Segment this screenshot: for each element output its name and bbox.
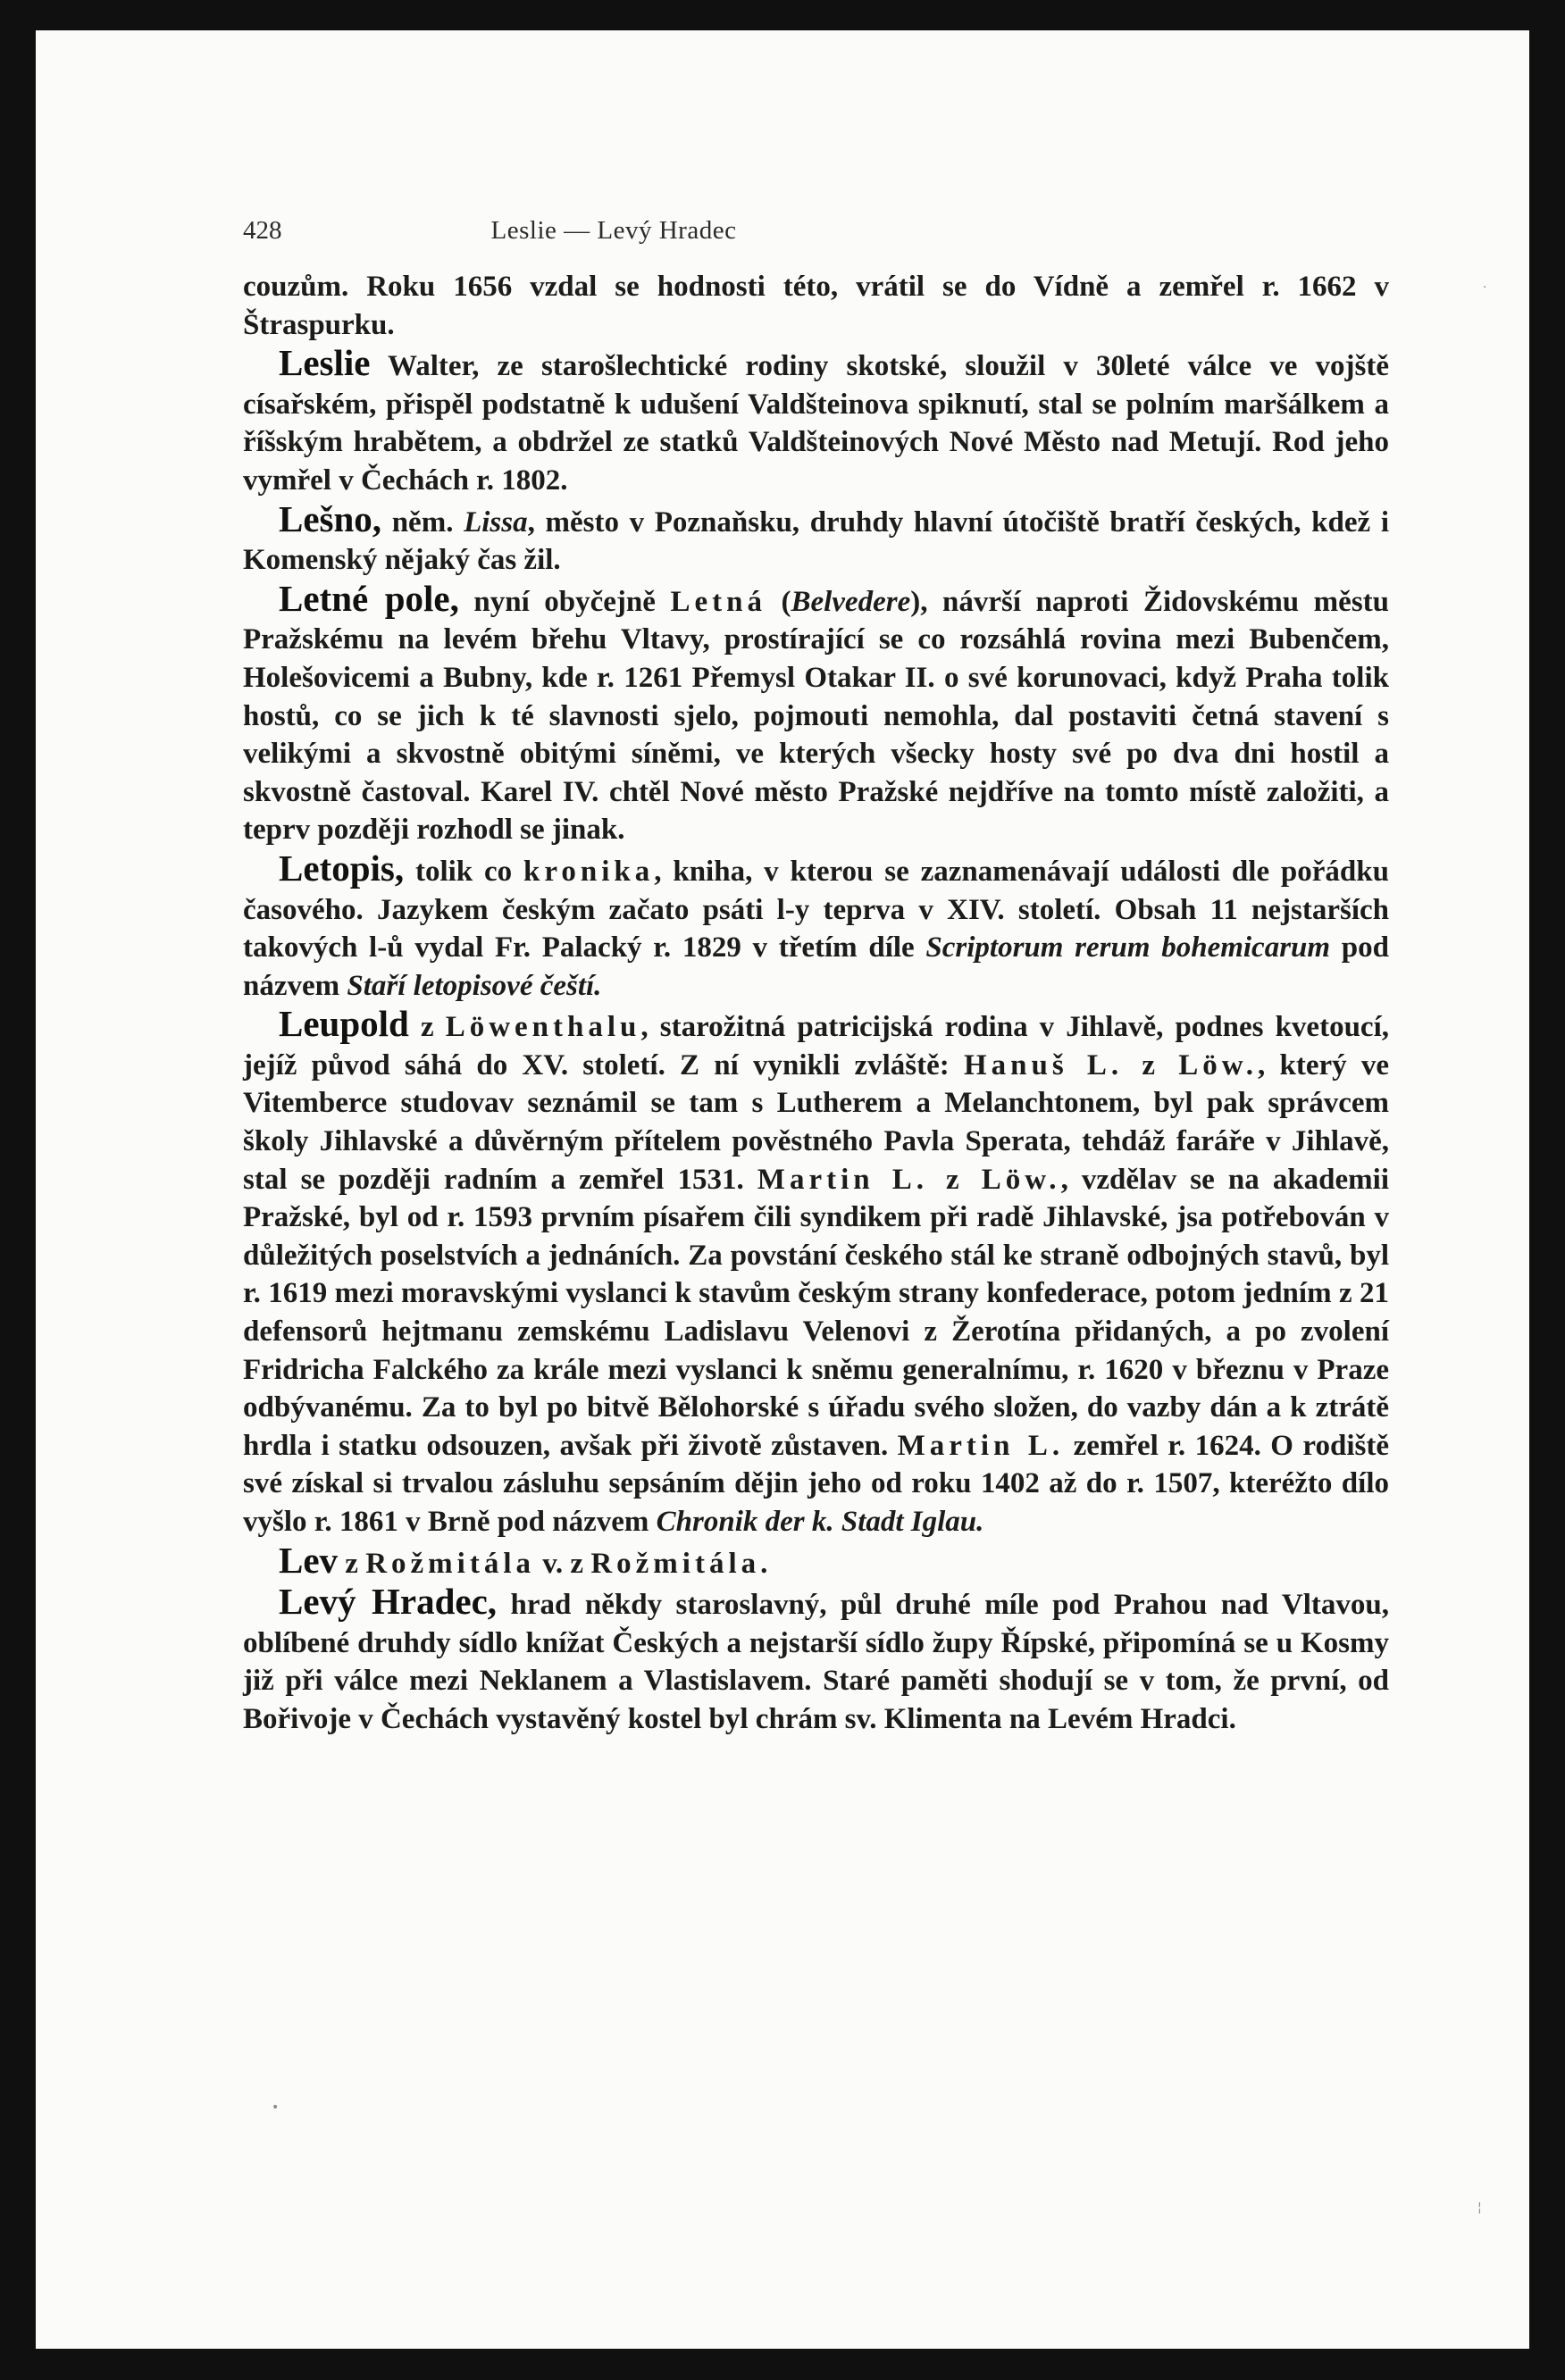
entry-text: , který ve Vitemberce studovav seznámil se tam s Lutherem a Melanchtonem, byl pak správcem školy Jihlavské a důvěrným přítelem pověstného Pavla Sperata, tehdáž faráře v Jihlavě, stal se později radním a zemřel 1531.	[243, 1048, 1389, 1196]
entry-text: nyní obyčejně	[458, 585, 671, 618]
book-page	[36, 30, 1529, 2349]
entry-spaced: Letná	[670, 585, 766, 618]
entry-spaced: Martin L.	[897, 1429, 1065, 1462]
entry-headword: Levý Hradec,	[279, 1581, 498, 1623]
entry-text: ), návrší naproti Židovskému městu Pražskému na levém břehu Vltavy, prostírající se co rozsáhlá rovina mezi Bubenčem, Holešovicemi a Bubny, kde r. 1261 Přemysl Otakar II. o své korunovaci, když Praha tolik hostů, co se jich k té slavnosti sjelo, pojmouti nemohla, dal postaviti četná stavení s velikými a skvostně obitými síněmi, ve kterých všecky hosty své po dva dni hostil a skvostně častoval. Karel IV. chtěl Nové město Pražské nejdříve na tomto místě založiti, a teprv později rozhodl se jinak.	[243, 585, 1389, 847]
entry-text: , kniha, v kterou se zaznamenávají události dle pořádku časového. Jazykem českým začato psáti l-y teprva v XIV. století. Obsah 11 nejstarších takových l-ů vydal Fr. Palacký r. 1829 v třetím díle	[243, 855, 1389, 965]
entry-text: pod názvem	[243, 931, 1389, 1002]
entry-leupold	[243, 1005, 1389, 1541]
entry-levy-hradec	[243, 1582, 1389, 1738]
entry-text: zemřel r. 1624. O rodiště své získal si trvalou zásluhu sepsáním dějin jeho od roku 1402 až do r. 1507, kteréžto dílo vyšlo r. 1861 v Brně pod názvem	[243, 1429, 1389, 1538]
entry-spaced: Löwenthalu	[445, 1011, 641, 1044]
entry-text: .	[760, 1547, 768, 1580]
entry-headword: Lešno,	[279, 497, 382, 539]
entry-spaced: Martin L. z Löw.	[757, 1163, 1061, 1196]
entry-italic: Lissa	[464, 505, 528, 539]
entry-spaced: Rožmitála	[590, 1547, 761, 1580]
entry-headword: Leupold	[279, 1003, 409, 1045]
running-title: Leslie — Levý Hradec	[490, 216, 737, 245]
entry-text: tolik co	[404, 855, 523, 888]
entry-headword: Leslie	[279, 342, 371, 384]
entry-italic: Scriptorum rerum bohemicarum	[925, 931, 1331, 965]
entry-lesno	[243, 497, 1389, 580]
entry-text: v. z	[535, 1547, 591, 1580]
entry-headword: Letopis,	[279, 847, 405, 889]
scan-speck: ¦	[1477, 2200, 1482, 2215]
entry-letopis	[243, 849, 1389, 1005]
entry-leslie	[243, 344, 1389, 499]
entry-text: , starožitná patricijská rodina v Jihlavě, podnes kvetoucí, jejíž původ sáhá do XV. století. Z ní vynikli zvláště:	[243, 1011, 1389, 1081]
page-number: 428	[243, 216, 282, 245]
entry-text: , město v Poznaňsku, druhdy hlavní útočiště bratří českých, kdež i Komenský nějaký čas žil.	[243, 505, 1389, 577]
entry-lev	[243, 1541, 1389, 1583]
entry-text: něm.	[381, 505, 464, 539]
scan-speck: ·	[1483, 280, 1487, 295]
entry-text: Walter, ze starošlechtické rodiny skotské, sloužil v 30leté válce ve vojště císařském, přispěl podstatně k udušení Valdšteinova spiknutí, stal se polním maršálkem a říšským hrabětem, a obdržel ze statků Valdšteinových Nové Město nad Metují. Rod jeho vymřel v Čechách r. 1802.	[243, 350, 1389, 497]
entry-headword: Letné pole,	[279, 577, 459, 619]
entry-spaced: kronika	[523, 855, 655, 888]
page-body	[243, 268, 1389, 1739]
entry-italic: Staří letopisové čeští.	[347, 969, 602, 1002]
entry-text: z	[338, 1547, 366, 1580]
entry-continuation	[243, 268, 1389, 344]
entry-text: (	[766, 585, 791, 618]
entry-text: , vzdělav se na akademii Pražské, byl od r. 1593 prvním písařem čili syndikem při radě Jihlavské, jsa potřebován v důležitých poselstvích a jednáních. Za povstání českého stál ke straně odbojných stavů, byl r. 1619 mezi moravskými vyslanci k stavům českým strany konfederace, potom jedním z 21 defensorů hejtmanu zemskému Ladislavu Velenovi z Žerotína přidaných, a po zvolení Fridricha Falckého za krále mezi vyslanci k sněmu generalnímu, r. 1620 v březnu v Praze odbývanému. Za to byl po bitvě Bělohorské s úřadu svého složen, do vazby dán a k ztrátě hrdla i statku odsouzen, avšak při životě zůstaven.	[243, 1163, 1390, 1462]
entry-spaced: Hanuš L. z Löw.	[963, 1048, 1259, 1081]
entry-italic: Chronik der k. Stadt Iglau.	[656, 1506, 984, 1538]
scan-speck: •	[272, 2100, 280, 2115]
entry-text: hrad někdy staroslavný, půl druhé míle pod Prahou nad Vltavou, oblíbené druhdy sídlo knížat Českých a nejstarší sídlo župy Řípské, připomíná se u Kosmy již při válce mezi Neklanem a Vlastislavem. Staré paměti shodují se v tom, že první, od Bořivoje v Čechách vystavěný kostel byl chrám sv. Klimenta na Levém Hradci.	[243, 1589, 1389, 1735]
entry-spaced: Rožmitála	[365, 1547, 535, 1580]
page-header	[243, 213, 984, 248]
entry-text: couzům. Roku 1656 vzdal se hodnosti této, vrátil se do Vídně a zemřel r. 1662 v Štraspurku.	[243, 271, 1389, 341]
entry-italic: Belvedere	[791, 585, 911, 618]
entry-letne-pole	[243, 577, 1389, 849]
entry-headword: Lev	[279, 1539, 339, 1581]
entry-text: z	[408, 1011, 446, 1044]
